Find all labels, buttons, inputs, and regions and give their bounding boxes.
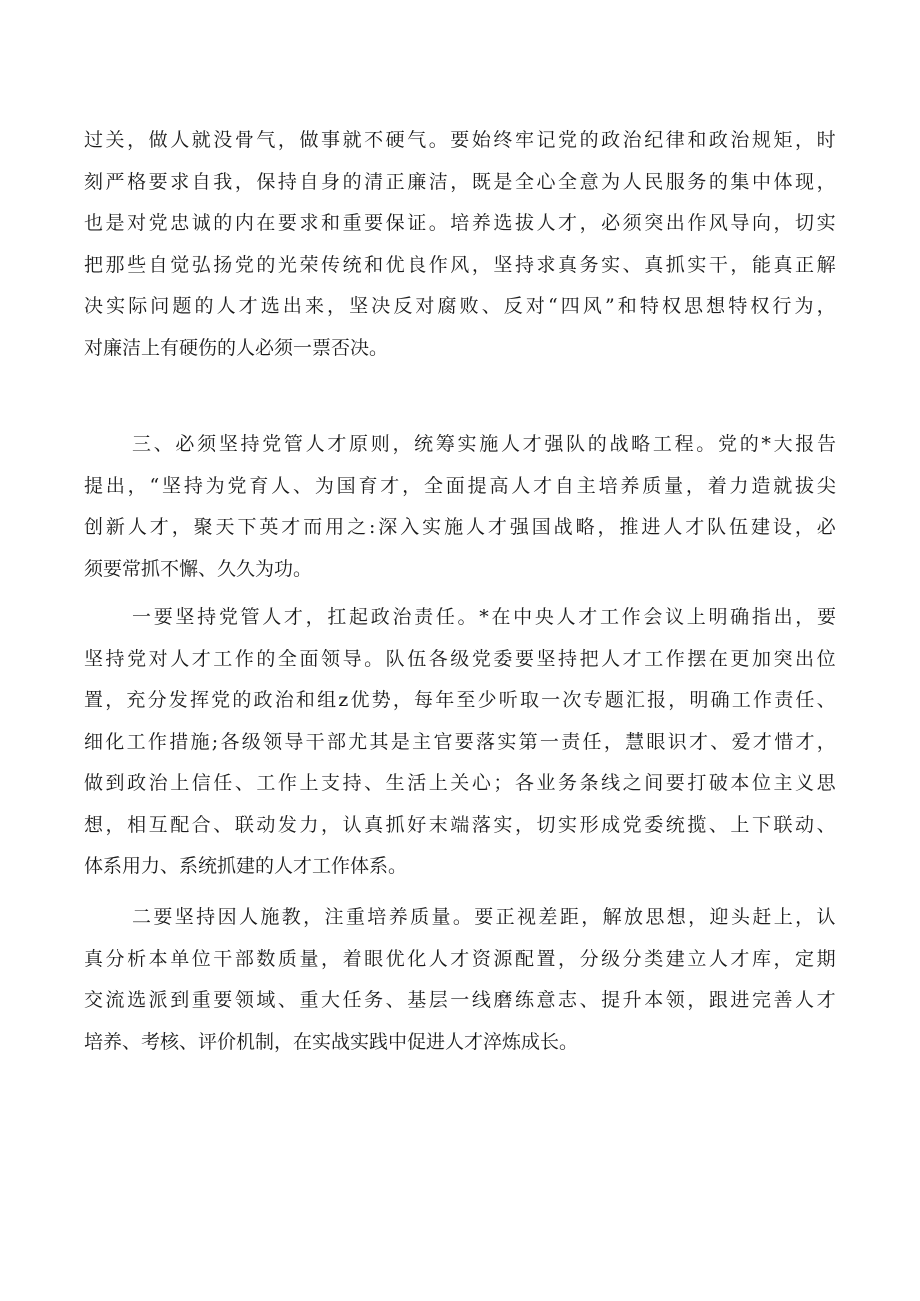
text-line: 培养、考核、评价机制，在实战实践中促进人才淬炼成长。 — [84, 1030, 579, 1053]
text-line: 三 、 必 须 坚 持 党 管 人 才 原 则 ， 统 筹 实 施 人 才 强 队 的 战 略 工 程 。 党 的 * 大 报 告 — [132, 433, 836, 455]
text-line: 决 实 际 问 题 的 人 才 选 出 来 ， 坚 决 反 对 腐 败 、 反 对 “ 四 风 ” 和 特 权 思 想 特 权 行 为 ， — [84, 295, 836, 317]
text-line: 真 分 析 本 单 位 干 部 数 质 量 ， 着 眼 优 化 人 才 资 源 配 置 ， 分 级 分 类 建 立 人 才 库 ， 定 期 — [84, 947, 836, 970]
text-line: 须要常抓不懈、久久为功。 — [84, 557, 313, 580]
paragraph-2 — [84, 424, 836, 590]
text-line: 也 是 对 党 忠 诚 的 内 在 要 求 和 重 要 保 证 。 培 养 选 拔 人 才 ， 必 须 突 出 作 风 导 向 ， 切 实 — [84, 212, 836, 234]
text-line: 创 新 人 才 ， 聚 天 下 英 才 而 用 之 : 深 入 实 施 人 才 强 国 战 略 ， 推 进 人 才 队 伍 建 设 ， 必 — [84, 516, 836, 538]
text-line: 二 要 坚 持 因 人 施 教 ， 注 重 培 养 质 量 。 要 正 视 差 距 ， 解 放 思 想 ， 迎 头 赶 上 ， 认 — [132, 906, 836, 928]
text-line: 做 到 政 治 上 信 任 、 工 作 上 支 持 、 生 活 上 关 心 ； 各 业 务 条 线 之 间 要 打 破 本 位 主 义 思 — [84, 772, 836, 794]
text-line: 坚 持 党 对 人 才 工 作 的 全 面 领 导 。 队 伍 各 级 党 委 要 坚 持 把 人 才 工 作 摆 在 更 加 突 出 位 — [84, 647, 836, 670]
paragraph-1 — [84, 120, 836, 369]
text-line: 提 出 ， “ 坚 持 为 党 育 人 、 为 国 育 才 ， 全 面 提 高 人 才 自 主 培 养 质 量 ， 着 力 造 就 拔 尖 — [84, 474, 836, 497]
text-line: 细 化 工 作 措 施 ; 各 级 领 导 干 部 尤 其 是 主 官 要 落 实 第 一 责 任 ， 慧 眼 识 才 、 爱 才 惜 才 ， — [84, 730, 836, 753]
text-line: 对廉洁上有硬伤的人必须一票否决。 — [84, 336, 389, 359]
paragraph-4 — [84, 897, 836, 1063]
text-line: 一 要 坚 持 党 管 人 才 ， 扛 起 政 治 责 任 。 * 在 中 央 人 才 工 作 会 议 上 明 确 指 出 ， 要 — [132, 606, 836, 628]
text-line: 把 那 些 自 觉 弘 扬 党 的 光 荣 传 统 和 优 良 作 风 ， 坚 持 求 真 务 实 、 真 抓 实 干 ， 能 真 正 解 — [84, 253, 836, 276]
text-line: 交 流 选 派 到 重 要 领 域 、 重 大 任 务 、 基 层 一 线 磨 练 意 志 、 提 升 本 领 ， 跟 进 完 善 人 才 — [84, 989, 836, 1011]
text-line: 体系用力、系统抓建的人才工作体系。 — [84, 855, 408, 877]
text-line: 置 ， 充 分 发 挥 党 的 政 治 和 组 z 优 势 ， 每 年 至 少 听 取 一 次 专 题 汇 报 ， 明 确 工 作 责 任 、 — [84, 689, 836, 711]
paragraph-3 — [84, 597, 836, 888]
text-line: 想 ， 相 互 配 合 、 联 动 发 力 ， 认 真 抓 好 末 端 落 实 ， 切 实 形 成 党 委 统 揽 、 上 下 联 动 、 — [84, 813, 836, 836]
text-line: 刻 严 格 要 求 自 我 ， 保 持 自 身 的 清 正 廉 洁 ， 既 是 全 心 全 意 为 人 民 服 务 的 集 中 体 现 ， — [84, 170, 836, 193]
text-line: 过 关 ， 做 人 就 没 骨 气 ， 做 事 就 不 硬 气 。 要 始 终 牢 记 党 的 政 治 纪 律 和 政 治 规 矩 ， 时 — [84, 129, 836, 151]
